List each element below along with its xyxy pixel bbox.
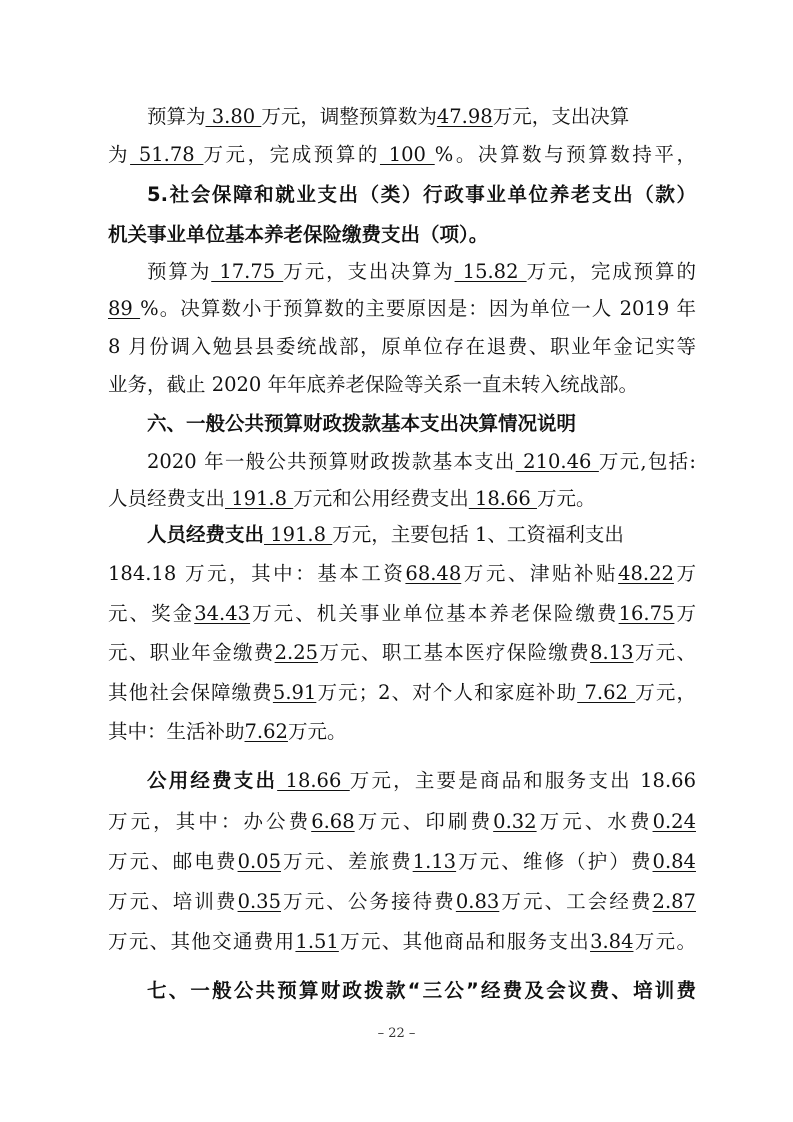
bold-text: 机关事业单位基本养老保险缴费支出（项）。 xyxy=(108,223,489,246)
underlined-value: 191.8 xyxy=(225,487,294,510)
underlined-value: 2.25 xyxy=(274,641,319,664)
underlined-value: 17.75 xyxy=(211,260,284,283)
text-segment: %。决算数与预算数持平， xyxy=(434,143,696,166)
line-8 xyxy=(108,366,696,404)
text-segment: 万元、差旅费 xyxy=(281,850,413,873)
underlined-value: 18.66 xyxy=(277,769,350,792)
underlined-value: 191.8 xyxy=(264,523,333,546)
line-18 xyxy=(147,762,696,800)
text-segment: 万元、 xyxy=(633,641,696,664)
underlined-value: 7.62 xyxy=(244,720,288,743)
line-17 xyxy=(108,713,696,751)
line-12 xyxy=(147,516,696,554)
line-15 xyxy=(108,634,696,672)
section-7-heading xyxy=(147,972,696,1010)
line-6 xyxy=(108,290,696,328)
underlined-value: 3.84 xyxy=(590,930,634,953)
text-segment: 万元、印刷费 xyxy=(354,810,494,833)
line-11 xyxy=(108,480,696,518)
text-segment: 万元、职工基本医疗保险缴费 xyxy=(318,641,591,664)
underlined-value: 0.84 xyxy=(652,850,696,873)
line-19 xyxy=(108,803,696,841)
underlined-value: 15.82 xyxy=(454,260,527,283)
text-segment: 万元，主要是商品和服务支出 18.66 xyxy=(349,769,696,792)
text-segment: 万元、维修（护）费 xyxy=(456,850,653,873)
text-segment: 元、职业年金缴费 xyxy=(108,641,275,664)
underlined-value: 89 xyxy=(108,297,141,320)
underlined-value: 1.13 xyxy=(412,850,457,873)
heading-5-line-2 xyxy=(108,216,696,254)
bold-text: 5.社会保障和就业支出（类）行政事业单位养老支出（款） xyxy=(147,183,696,206)
underlined-value: 2.87 xyxy=(652,890,696,913)
text-segment: 预算为 xyxy=(147,105,206,128)
text-segment: 预算为 xyxy=(147,260,212,283)
text-segment: 万元,包括: xyxy=(598,450,696,473)
text-segment: 为 xyxy=(108,143,131,166)
line-16 xyxy=(108,674,696,712)
text-segment: 万元，完成预算的 xyxy=(526,260,696,283)
text-segment: 万元、水费 xyxy=(536,810,653,833)
underlined-value: 16.75 xyxy=(618,602,675,625)
text-segment: 万元，其中：办公费 xyxy=(108,810,312,833)
underlined-value: 0.05 xyxy=(237,850,281,873)
text-segment: 其他社会保障缴费 xyxy=(108,681,273,704)
underlined-value: 47.98 xyxy=(436,105,493,128)
underlined-value: 210.46 xyxy=(515,450,599,473)
underlined-value: 0.83 xyxy=(455,890,500,913)
text-segment: 万元、邮电费 xyxy=(108,850,238,873)
text-segment: 万元。 xyxy=(633,930,696,953)
text-segment: 万元、其他商品和服务支出 xyxy=(338,930,591,953)
bold-text: 人员经费支出 xyxy=(147,523,265,546)
underlined-value: 18.66 xyxy=(468,487,537,510)
line-21 xyxy=(108,883,696,921)
underlined-value: 6.68 xyxy=(311,810,355,833)
page-number: – 22 – xyxy=(377,1026,416,1041)
bold-text: 公用经费支出 xyxy=(147,769,278,792)
line-7 xyxy=(108,328,696,366)
text-segment: 万元；2、对个人和家庭补助 xyxy=(316,681,578,704)
text-segment: 184.18 万元，其中：基本工资 xyxy=(108,562,406,585)
text-segment: 万元、公务接待费 xyxy=(281,890,456,913)
text-segment: 元、奖金 xyxy=(108,602,195,625)
text-segment: 万元、其他交通费用 xyxy=(108,930,296,953)
text-segment: 万元，完成预算的 xyxy=(203,143,380,166)
text-segment: 8 月份调入勉县县委统战部，原单位存在退费、职业年金记实等 xyxy=(108,335,696,358)
underlined-value: 68.48 xyxy=(405,562,462,585)
underlined-value: 5.91 xyxy=(272,681,317,704)
underlined-value: 100 xyxy=(379,143,435,166)
underlined-value: 0.35 xyxy=(237,890,281,913)
text-segment: 万元。 xyxy=(287,720,347,743)
underlined-value: 7.62 xyxy=(577,681,636,704)
bold-text: 七、一般公共预算财政拨款“三公”经费及会议费、培训费 xyxy=(147,979,696,1002)
text-segment: 万元， xyxy=(635,681,696,704)
line-13 xyxy=(108,555,696,593)
text-segment: 万元、津贴补贴 xyxy=(461,562,619,585)
underlined-value: 34.43 xyxy=(194,602,251,625)
text-segment: 2020 年一般公共预算财政拨款基本支出 xyxy=(147,450,516,473)
underlined-value: 8.13 xyxy=(590,641,634,664)
text-segment: 万元，主要包括 1、工资福利支出 xyxy=(332,523,624,546)
text-segment: 万 xyxy=(674,602,696,625)
text-segment: 人员经费支出 xyxy=(108,487,226,510)
line-22 xyxy=(108,923,696,961)
text-segment: 万元。 xyxy=(537,487,596,510)
line-1 xyxy=(147,98,696,136)
text-segment: 业务，截止 2020 年年底养老保险等关系一直未转入统战部。 xyxy=(108,373,639,396)
underlined-value: 3.80 xyxy=(205,105,262,128)
text-segment: 万元，支出决算 xyxy=(492,105,630,128)
bold-text: 六、一般公共预算财政拨款基本支出决算情况说明 xyxy=(147,412,577,435)
text-segment: 万元，支出决算为 xyxy=(283,260,455,283)
section-6-heading xyxy=(147,405,696,443)
underlined-value: 48.22 xyxy=(618,562,674,585)
text-segment: 万元，调整预算数为 xyxy=(261,105,437,128)
underlined-value: 1.51 xyxy=(295,930,339,953)
line-20 xyxy=(108,843,696,881)
text-segment: %。决算数小于预算数的主要原因是：因为单位一人 2019 年 xyxy=(140,297,696,320)
text-segment: 万元和公用经费支出 xyxy=(293,487,469,510)
underlined-value: 0.32 xyxy=(493,810,537,833)
text-segment: 万元、机关事业单位基本养老保险缴费 xyxy=(250,602,619,625)
underlined-value: 51.78 xyxy=(130,143,204,166)
text-segment: 万元、工会经费 xyxy=(499,890,653,913)
line-5 xyxy=(147,253,696,291)
line-14 xyxy=(108,595,696,633)
text-segment: 其中：生活补助 xyxy=(108,720,245,743)
text-segment: 万 xyxy=(673,562,696,585)
heading-5-line-1 xyxy=(147,176,696,214)
line-10 xyxy=(147,443,696,481)
underlined-value: 0.24 xyxy=(652,810,696,833)
text-segment: 万元、培训费 xyxy=(108,890,238,913)
line-2 xyxy=(108,136,696,174)
